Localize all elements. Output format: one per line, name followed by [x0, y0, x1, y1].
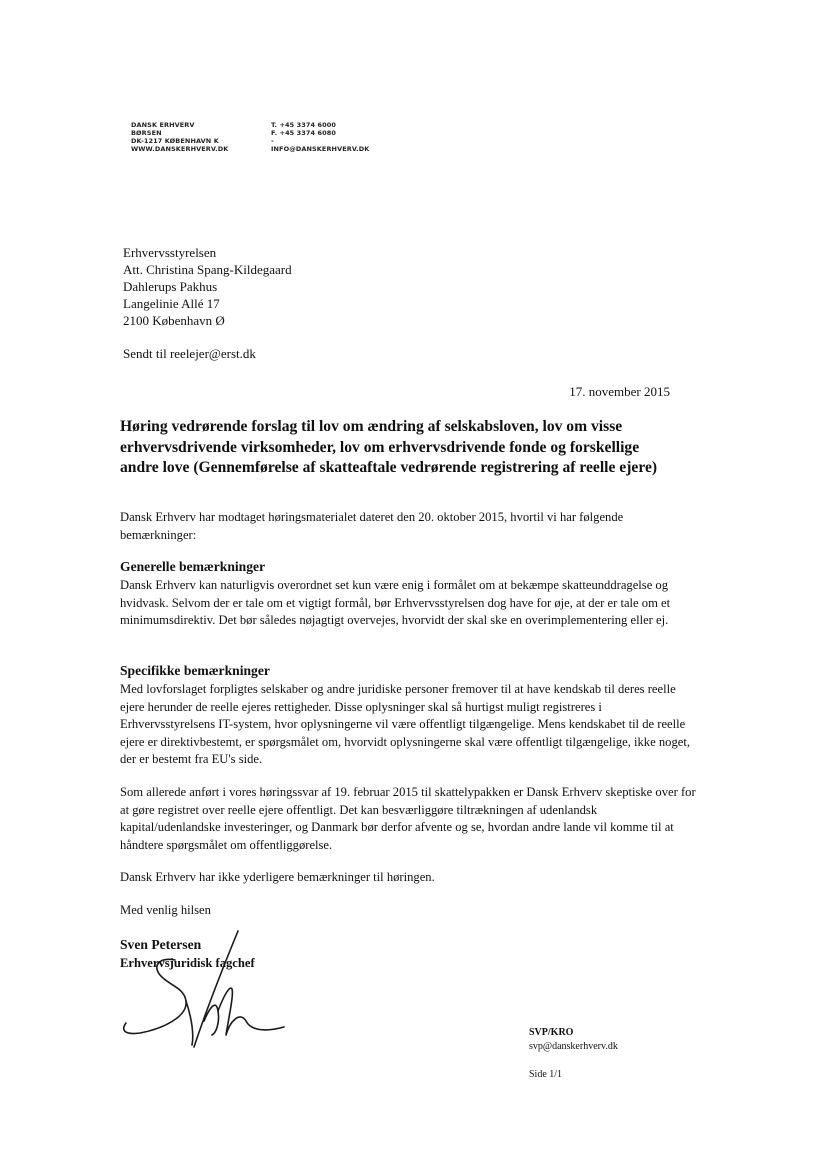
- intro-paragraph: Dansk Erhverv har modtaget høringsmaterialet dateret den 20. oktober 2015, hvortil vi har følgende bemærkninger:: [120, 510, 624, 542]
- signatory-role: Erhvervsjuridisk fagchef: [120, 956, 255, 970]
- recipient-line: Erhvervsstyrelsen: [123, 245, 217, 260]
- recipient-line: Att. Christina Spang-Kildegaard: [123, 262, 292, 277]
- recipient-line: Dahlerups Pakhus: [123, 279, 218, 294]
- letterhead-org-line: DANSK ERHVERV: [131, 121, 195, 129]
- letterhead-org-line: BØRSEN: [131, 129, 162, 137]
- letterhead-email[interactable]: INFO@DANSKERHVERV.DK: [271, 145, 370, 153]
- recipient-line: Langelinie Allé 17: [123, 296, 220, 311]
- letterhead-website[interactable]: WWW.DANSKERHVERV.DK: [131, 145, 229, 153]
- signature-stroke: [186, 1001, 193, 1045]
- recipient-line: 2100 København Ø: [123, 313, 225, 328]
- signatory-name: Sven Petersen: [120, 937, 202, 952]
- signature-stroke: [204, 1005, 219, 1035]
- signature-stroke: [124, 959, 186, 1033]
- paragraph-registry: Som allerede anført i vores høringssvar af 19. februar 2015 til skattelypakken er Dansk Erhverv skeptiske over for at gøre registret over reelle ejere offentligt. Det kan besværliggøre tiltrækningen af udenlandsk kapital/udenlandske investeringer, og Danmark bør derfor afvente og se, hvordan andre lande vil komme til at håndtere spørgsmålet om offentliggørelse.: [120, 785, 696, 852]
- letterhead-phone: T. +45 3374 6000: [271, 121, 336, 129]
- recipient-address: [123, 244, 292, 329]
- section-text-general: Dansk Erhverv kan naturligvis overordnet set kun være enig i formålet om at bekæmpe skatteunddragelse og hvidvask. Selvom der er tale om et vigtigt formål, bør Erhvervsstyrelsen dog have for øje, at der er tale om et minimumsdirektiv. Det bør således nøjagtigt overvejes, hvorvidt der skal ske en overimplementering eller ej.: [120, 578, 671, 627]
- signature-stroke: [218, 988, 284, 1035]
- reference-email[interactable]: svp@danskerhverv.dk: [529, 1041, 618, 1052]
- handwritten-signature: [112, 925, 292, 1060]
- section-heading-specific: Specifikke bemærkninger: [120, 663, 270, 678]
- section-text-specific: Med lovforslaget forpligtes selskaber og andre juridiske personer fremover til at have kendskab til deres reelle ejere herunder de reelle ejeres rettigheder. Disse oplysninger skal så hurtigst muligt registreres i Erhvervsstyrelsens IT-system, hvor oplysningerne vil være offentligt tilgængelige. Mens kendskabet til de reelle ejere er direktivbestemt, er spørgsmålet om, hvorvidt oplysningerne skal være offentligt tilgængelige, ikke noget, der er bestemt fra EU's side.: [120, 682, 690, 766]
- letter-date: 17. november 2015: [569, 384, 670, 399]
- page-number: Side 1/1: [529, 1069, 563, 1080]
- closing-greeting: Med venlig hilsen: [120, 903, 211, 917]
- paragraph-no-further-remarks: Dansk Erhverv har ikke yderligere bemærkninger til høringen.: [120, 870, 435, 884]
- letterhead-org-line: DK-1217 KØBENHAVN K: [131, 137, 219, 145]
- reference-initials: SVP/KRO: [529, 1027, 574, 1038]
- sent-to-line: Sendt til reelejer@erst.dk: [123, 346, 256, 361]
- letterhead-fax: F. +45 3374 6080: [271, 129, 337, 137]
- letter-title: Høring vedrørende forslag til lov om ændring af selskabsloven, lov om visse erhvervsdrivende virksomheder, lov om erhvervsdrivende fonde og forskellige andre love (Gennemførelse af skatteaftale vedrørende registrering af reelle ejere): [120, 418, 658, 476]
- letterhead-dash: -: [271, 137, 274, 145]
- section-heading-general: Generelle bemærkninger: [120, 559, 266, 574]
- letterhead-org: [131, 121, 228, 153]
- letterhead-contact: [271, 121, 369, 153]
